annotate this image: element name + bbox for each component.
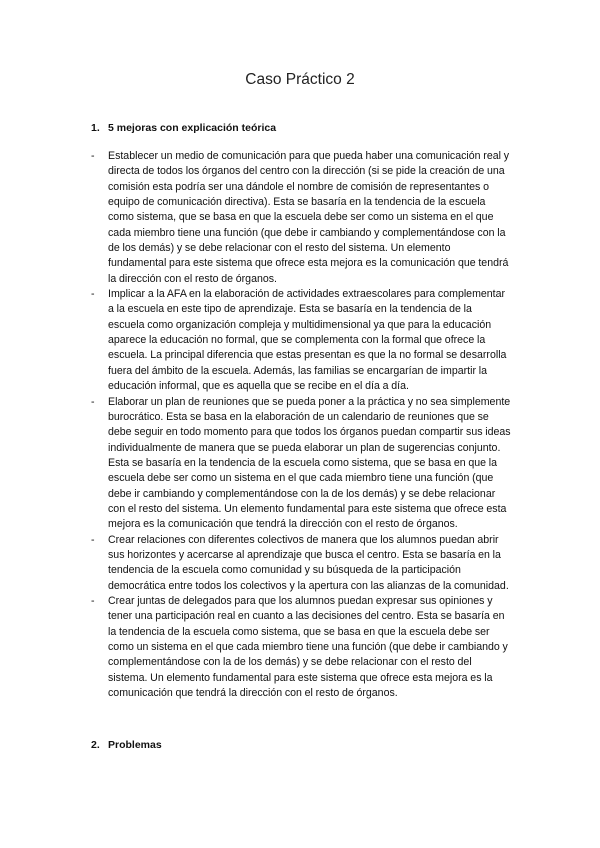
bullet-dash: - bbox=[91, 533, 95, 546]
list-item bbox=[91, 594, 511, 701]
page-title: Caso Práctico 2 bbox=[245, 71, 355, 88]
section-number: 2. bbox=[91, 739, 100, 751]
bullet-dash: - bbox=[91, 594, 95, 607]
list-item bbox=[91, 533, 511, 594]
bullet-dash: - bbox=[91, 288, 95, 301]
list-item bbox=[91, 149, 511, 287]
list-item-text: Crear juntas de delegados para que los alumnos puedan expresar sus opiniones y tener una participación real en cuanto a las decisiones del centro. Esta se basaría en la tendencia de la escuela como sistema, que se basa en que la escuela debe ser como un sistema en el que cada miembro tiene una función (que debe ir cambiando y complementándose con la de los demás) y se debe relacionar con el resto del sistema. Un elemento fundamental para este sistema que ofrece esta mejora es la comunicación que tendrá la dirección con el resto de órganos. bbox=[108, 594, 508, 700]
list-item-text: Crear relaciones con diferentes colectivos de manera que los alumnos puedan abrir sus horizontes y acercarse al aprendizaje que busca el centro. Esta se basaría en la tendencia de la escuela como comunidad y su búsqueda de la participación democrática entre todos los colectivos y la apertura con las alianzas de la comunidad. bbox=[108, 533, 509, 592]
bullet-dash: - bbox=[91, 150, 95, 162]
section-number: 1. bbox=[91, 122, 100, 134]
improvements-list bbox=[91, 149, 511, 701]
section-title: Problemas bbox=[108, 739, 162, 751]
section-heading-problemas bbox=[91, 739, 162, 751]
list-item bbox=[91, 395, 511, 533]
bullet-dash: - bbox=[91, 395, 95, 408]
section-heading-mejoras bbox=[91, 122, 276, 134]
list-item-text: Implicar a la AFA en la elaboración de actividades extraescolares para complementar a la escuela en este tipo de aprendizaje. Esta se basaría en la tendencia de la escuela como organización compleja y multidimensional ya que para la educación aparece la educación no formal, que se complementa con la formal que ofrece la escuela. La principal diferencia que estas presentan es que la no formal se desarrolla fuera del ámbito de la escuela. Además, las familias se encargarían de impartir la educación informal, que es aquella que se recibe en el día a día. bbox=[108, 288, 507, 393]
list-item bbox=[91, 287, 511, 394]
list-item-text: Elaborar un plan de reuniones que se pueda poner a la práctica y no sea simplemente burocrático. Esta se basa en la elaboración de un calendario de reuniones que se debe seguir en todo momento para que todos los órganos puedan compartir sus ideas individualmente de manera que se pueda elaborar un plan de sugerencias conjunto. Esta se basaría en la tendencia de la escuela como sistema, que se basa en que la escuela debe ser como un sistema en el que cada miembro tiene una función (que debe ir cambiando y complementándose con la de los demás) y se debe relacionar con el resto del sistema. Un elemento fundamental para este sistema que ofrece esta mejora es la comunicación que tendrá la dirección con el resto de órganos. bbox=[108, 395, 511, 531]
list-item-text: Establecer un medio de comunicación para que pueda haber una comunicación real y directa de todos los órganos del centro con la dirección (si se pide la creación de una comisión esta podría ser una dándole el nombre de comisión de representantes o equipo de comunicación directiva). Esta se basaría en la tendencia de la escuela como sistema, que se basa en que la escuela debe ser como un sistema en el que cada miembro tiene una función (que debe ir cambiando y complementándose con la de los demás) y se debe relacionar con el resto del sistema. Un elemento fundamental para este sistema que ofrece esta mejora es la comunicación que tendrá la dirección con el resto de órganos. bbox=[108, 150, 510, 285]
section-title: 5 mejoras con explicación teórica bbox=[108, 122, 277, 134]
